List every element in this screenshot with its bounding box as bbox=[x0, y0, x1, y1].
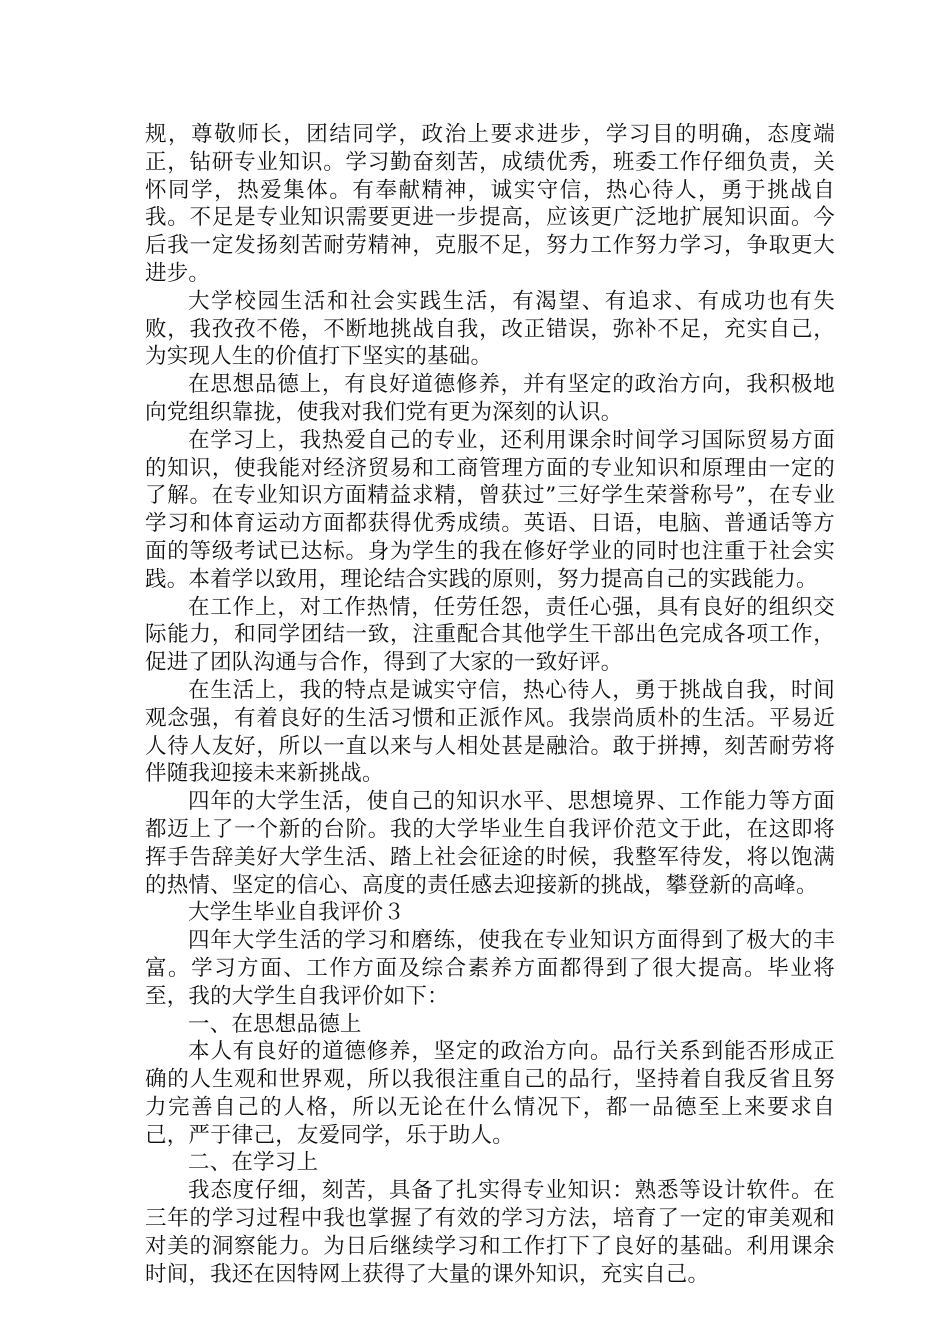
subheading-moral: 一、在思想品德上 bbox=[188, 1011, 362, 1037]
paragraph-5: 在工作上，对工作热情，任劳任怨，责任心强，具有良好的组织交际能力，和同学团结一致，注重配合其他学生干部出色完成各项工作，促进了团队沟通与合作，得到了大家的一致好评。 bbox=[145, 594, 835, 676]
paragraph-7: 四年的大学生活，使自己的知识水平、思想境界、工作能力等方面都迈上了一个新的台阶。我的大学毕业生自我评价范文于此，在这即将挥手告辞美好大学生活、踏上社会征途的时候，我整军待发，将以饱满的热情、坚定的信心、高度的责任感去迎接新的挑战，攀登新的高峰。 bbox=[145, 789, 835, 898]
paragraph-2: 大学校园生活和社会实践生活，有渴望、有追求、有成功也有失败，我孜孜不倦，不断地挑战自我，改正错误，弥补不足，充实自己，为实现人生的价值打下坚实的基础。 bbox=[145, 288, 835, 370]
section-heading-3: 大学生毕业自我评价３ bbox=[188, 900, 406, 926]
paragraph-1: 规，尊敬师长，团结同学，政治上要求进步，学习目的明确，态度端正，钻研专业知识。学习勤奋刻苦，成绩优秀，班委工作仔细负责，关怀同学，热爱集体。有奉献精神，诚实守信，热心待人，勇于挑战自我。不足是专业知识需要更进一步提高，应该更广泛地扩展知识面。今后我一定发扬刻苦耐劳精神，克服不足，努力工作努力学习，争取更大进步。 bbox=[145, 122, 835, 286]
paragraph-3: 在思想品德上，有良好道德修养，并有坚定的政治方向，我积极地向党组织靠拢，使我对我们党有更为深刻的认识。 bbox=[145, 372, 835, 425]
paragraph-6: 在生活上，我的特点是诚实守信，热心待人，勇于挑战自我，时间观念强，有着良好的生活习惯和正派作风。我崇尚质朴的生活。平易近人待人友好，所以一直以来与人相处甚是融洽。敢于拼搏，刻苦耐劳将伴随我迎接未来新挑战。 bbox=[145, 677, 835, 787]
paragraph-4: 在学习上，我热爱自己的专业，还利用课余时间学习国际贸易方面的知识，使我能对经济贸易和工商管理方面的专业知识和原理由一定的了解。在专业知识方面精益求精，曾获过”三好学生荣誉称号”，在专业学习和体育运动方面都获得优秀成绩。英语、日语，电脑、普通话等方面的等级考试已达标。身为学生的我在修好学业的同时也注重于社会实践。本着学以致用，理论结合实践的原则，努力提高自己的实践能力。 bbox=[145, 427, 835, 592]
paragraph-8: 四年大学生活的学习和磨练，使我在专业知识方面得到了极大的丰富。学习方面、工作方面及综合素养方面都得到了很大提高。毕业将至，我的大学生自我评价如下： bbox=[145, 928, 835, 1009]
subheading-study: 二、在学习上 bbox=[188, 1150, 319, 1176]
paragraph-9: 本人有良好的道德修养，坚定的政治方向。品行关系到能否形成正确的人生观和世界观，所以我很注重自己的品行，坚持着自我反省且努力完善自己的人格，所以无论在什么情况下，都一品德至上来要求自己，严于律己，友爱同学，乐于助人。 bbox=[145, 1039, 835, 1148]
paragraph-10: 我态度仔细，刻苦，具备了扎实得专业知识：熟悉等设计软件。在三年的学习过程中我也掌握了有效的学习方法，培育了一定的审美观和对美的洞察能力。为日后继续学习和工作打下了良好的基础。利用课余时间，我还在因特网上获得了大量的课外知识，充实自己。 bbox=[145, 1178, 835, 1287]
document-page bbox=[145, 121, 835, 1288]
